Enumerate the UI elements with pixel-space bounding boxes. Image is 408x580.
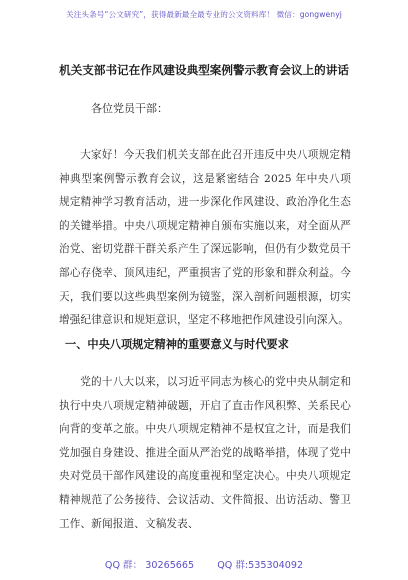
footer-qq-group-2: QQ 群:535304092 — [217, 560, 304, 571]
footer-qq-groups — [0, 557, 408, 571]
paragraph-intro: 大家好！今天我们机关支部在此召开违反中央八项规定精神典型案例警示教育会议，这是紧密结合 2025 年中央八项规定精神学习教育活动，进一步深化作风建设、政治净化生态的关键举措。中央八项规定精神自颁布实施以来，对全面从严治党、密切党群干群关系产生了深远影响，但仍有少数党员干部心存侥幸、顶风违纪，严重损害了党的形象和群众利益。今天，我们要以这些典型案例为镜鉴，深入剖析问题根源，切实增强纪律意识和规矩意识，坚定不移地把作风建设引向深入。 — [59, 149, 351, 327]
footer-qq-group-1: QQ 群： 30265665 — [104, 560, 195, 571]
document-title: 机关支部书记在作风建设典型案例警示教育会议上的讲话 — [59, 63, 349, 77]
paragraph-section-1: 党的十八大以来，以习近平同志为核心的党中央从制定和执行中央八项规定精神破题，开启了直击作风积弊、关系民心向背的变革之旅。中央八项规定精神不是权宜之计，而是我们党加强自身建设、推进全面从严治党的战略举措，体现了党中央对党员干部作风建设的高度重视和坚定决心。中央八项规定精神规范了公务接待、会议活动、文件简报、出访活动、警卫工作、新闻报道、文稿发表、 — [59, 376, 351, 530]
promo-banner: 关注头条号“公文研究”，获得最新最全最专业的公文资料库！ 微信：gongwenyj — [66, 10, 342, 19]
salutation: 各位党员干部： — [91, 102, 168, 115]
section-heading-1: 一、中央八项规定精神的重要意义与时代要求 — [65, 338, 289, 351]
